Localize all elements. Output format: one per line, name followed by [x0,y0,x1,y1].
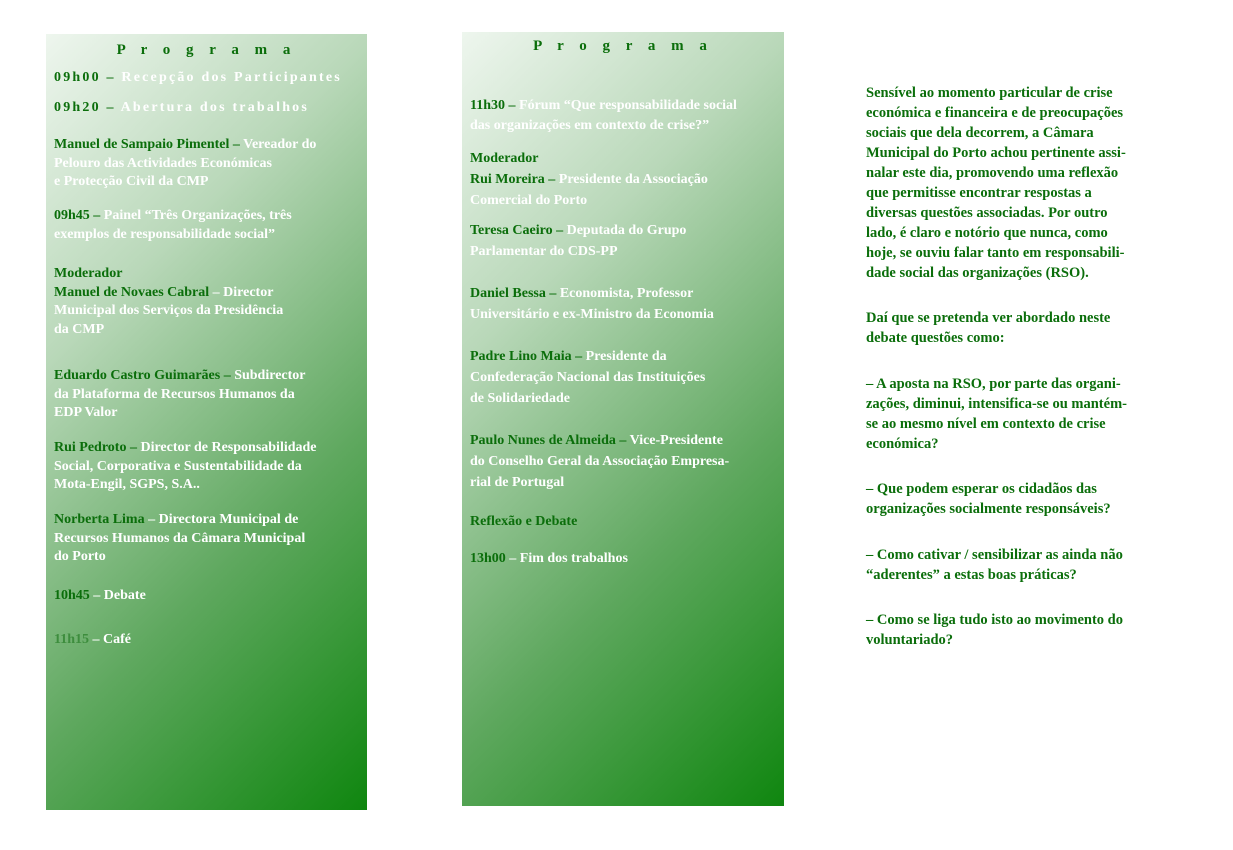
separator: – [220,368,235,383]
text-line: diversas questões associadas. Por outro [866,205,1108,221]
speaker-role: Confederação Nacional das Instituições [470,370,706,385]
speaker-role: Economista, Professor [559,286,694,301]
speaker-role: da CMP [54,321,105,337]
text-line: – Que podem esperar os cidadãos das [866,481,1097,497]
program-panel-middle [462,32,784,806]
separator: – [552,223,567,238]
text-line: organizações socialmente responsáveis? [866,501,1111,517]
agenda-text: das organizações em contexto de crise?” [470,118,710,133]
speaker-role: de Solidariedade [470,391,570,406]
question-item [866,610,1184,650]
speaker-role: do Porto [54,549,106,564]
agenda-text: Fórum “Que responsabilidade social [519,98,737,113]
speaker-role: do Conselho Geral da Associação Empresa- [470,454,730,469]
text-line: voluntariado? [866,632,954,648]
agenda-item-reception [54,69,361,88]
text-line: nalar este dia, promovendo uma reflexão [866,165,1119,181]
separator: – [615,433,630,448]
separator: – [545,286,560,301]
text-line: Sensível ao momento particular de crise [866,85,1113,101]
agenda-item-reflection [470,513,778,532]
panel-heading: P r o g r a m a [533,38,713,54]
speaker-role: Comercial do Porto [470,193,588,208]
intro-paragraph [866,83,1184,283]
agenda-text: exemplos de responsabilidade social” [54,226,276,242]
speaker-role: Directora Municipal de [158,512,299,527]
question-item [866,479,1184,519]
speaker-role: Recursos Humanos da Câmara Municipal [54,530,306,546]
moderator-entry [54,265,361,339]
agenda-time: 09h45 [54,208,90,223]
separator: – [89,632,104,647]
separator: – [144,512,159,527]
moderator-entry [470,148,778,211]
agenda-time: 09h20 [54,100,101,115]
speaker-name: Eduardo Castro Guimarães [54,368,221,383]
separator: – [100,100,121,115]
separator: – [571,349,586,364]
agenda-item-opening [54,99,361,118]
agenda-text: Recepção dos Participantes [121,70,342,85]
speaker-name: Rui Pedroto [54,440,127,455]
text-line: lado, é claro e notório que nunca, como [866,225,1108,241]
speaker-entry [54,511,361,567]
separator: – [89,588,104,603]
question-item [866,545,1184,585]
separator: – [544,172,559,187]
text-line: zações, diminui, intensifica-se ou mantém- [866,396,1127,412]
program-panel-left [46,34,367,810]
speaker-role: Universitário e ex-Ministro da Economia [470,307,714,322]
text-line: Daí que se pretenda ver abordado neste [866,310,1111,326]
text-line: económica e financeira e de preocupações [866,105,1124,121]
speaker-role: Mota-Engil, SGPS, S.A.. [54,477,200,492]
speaker-role: Parlamentar do CDS-PP [470,244,618,259]
separator: – [209,284,224,300]
questions-intro-paragraph [866,308,1184,348]
speaker-name: Paulo Nunes de Almeida [470,433,616,448]
speaker-name: Daniel Bessa [470,286,546,301]
text-line: sociais que dela decorrem, a Câmara [866,125,1094,141]
speaker-role: e Protecção Civil da CMP [54,174,209,189]
text-line: – A aposta na RSO, por parte das organi- [866,376,1121,392]
moderator-label: Moderador [470,151,539,166]
speaker-role: Vereador do [243,137,317,152]
separator: – [126,440,141,455]
speaker-role: Deputada do Grupo [566,223,687,238]
agenda-time: 10h45 [54,588,90,603]
separator: – [100,70,122,85]
speaker-role: EDP Valor [54,405,118,420]
agenda-time: 11h15 [54,632,90,647]
speaker-entry [54,136,361,192]
speaker-entry [470,220,778,262]
agenda-time: 11h30 [470,98,506,113]
separator: – [89,208,104,223]
separator: – [505,98,520,113]
agenda-text: Fim dos trabalhos [519,551,628,566]
speaker-name: Norberta Lima [54,512,145,527]
text-line: hoje, se ouviu falar tanto em responsabili- [866,245,1125,261]
agenda-item-forum [470,96,778,136]
moderator-label: Moderador [54,266,123,281]
agenda-text: Painel “Três Organizações, três [103,208,292,223]
speaker-role: Municipal dos Serviços da Presidência [54,303,284,318]
text-line: se ao mesmo nível em contexto de crise [866,416,1106,432]
speaker-role: Pelouro das Actividades Económicas [54,155,272,171]
agenda-time: 13h00 [470,551,506,566]
question-item [866,374,1184,454]
speaker-entry [54,367,361,423]
agenda-item-coffee [54,631,361,650]
speaker-entry [54,439,361,495]
speaker-role: Director [223,284,274,300]
text-line: “aderentes” a estas boas práticas? [866,567,1077,583]
speaker-role: Vice-Presidente [629,433,723,448]
text-line: – Como cativar / sensibilizar as ainda não [866,547,1123,563]
speaker-role: Presidente da [585,349,667,364]
speaker-name: Padre Lino Maia [470,349,572,364]
agenda-item-debate [54,587,361,606]
panel-heading: P r o g r a m a [116,42,297,58]
agenda-time: 09h00 [54,70,101,85]
speaker-name: Manuel de Sampaio Pimentel [54,137,230,152]
text-line: dade social das organizações (RSO). [866,265,1089,281]
separator: – [505,551,520,566]
speaker-entry [470,430,778,493]
agenda-text: Abertura dos trabalhos [120,100,310,115]
separator: – [229,137,244,152]
speaker-role: da Plataforma de Recursos Humanos da [54,386,295,402]
speaker-name: Teresa Caeiro [470,223,553,238]
agenda-text: Debate [103,588,146,603]
text-line: que permitisse encontrar respostas a [866,185,1092,201]
speaker-entry [470,346,778,409]
speaker-role: Director de Responsabilidade [140,440,317,455]
speaker-role: Subdirector [234,368,306,383]
speaker-name: Manuel de Novaes Cabral [54,284,210,300]
speaker-name: Rui Moreira [470,172,545,187]
speaker-role: rial de Portugal [470,475,565,490]
speaker-role: Presidente da Associação [558,172,708,187]
speaker-entry [470,283,778,325]
text-line: debate questões como: [866,330,1005,346]
agenda-text: Café [103,632,132,647]
speaker-role: Social, Corporativa e Sustentabilidade da [54,458,302,474]
text-line: Municipal do Porto achou pertinente assi- [866,145,1126,161]
agenda-item-panel [54,207,361,244]
agenda-item-closing [470,550,778,569]
agenda-text: Reflexão e Debate [470,514,578,529]
text-line: económica? [866,436,939,452]
text-line: – Como se liga tudo isto ao movimento do [866,612,1123,628]
